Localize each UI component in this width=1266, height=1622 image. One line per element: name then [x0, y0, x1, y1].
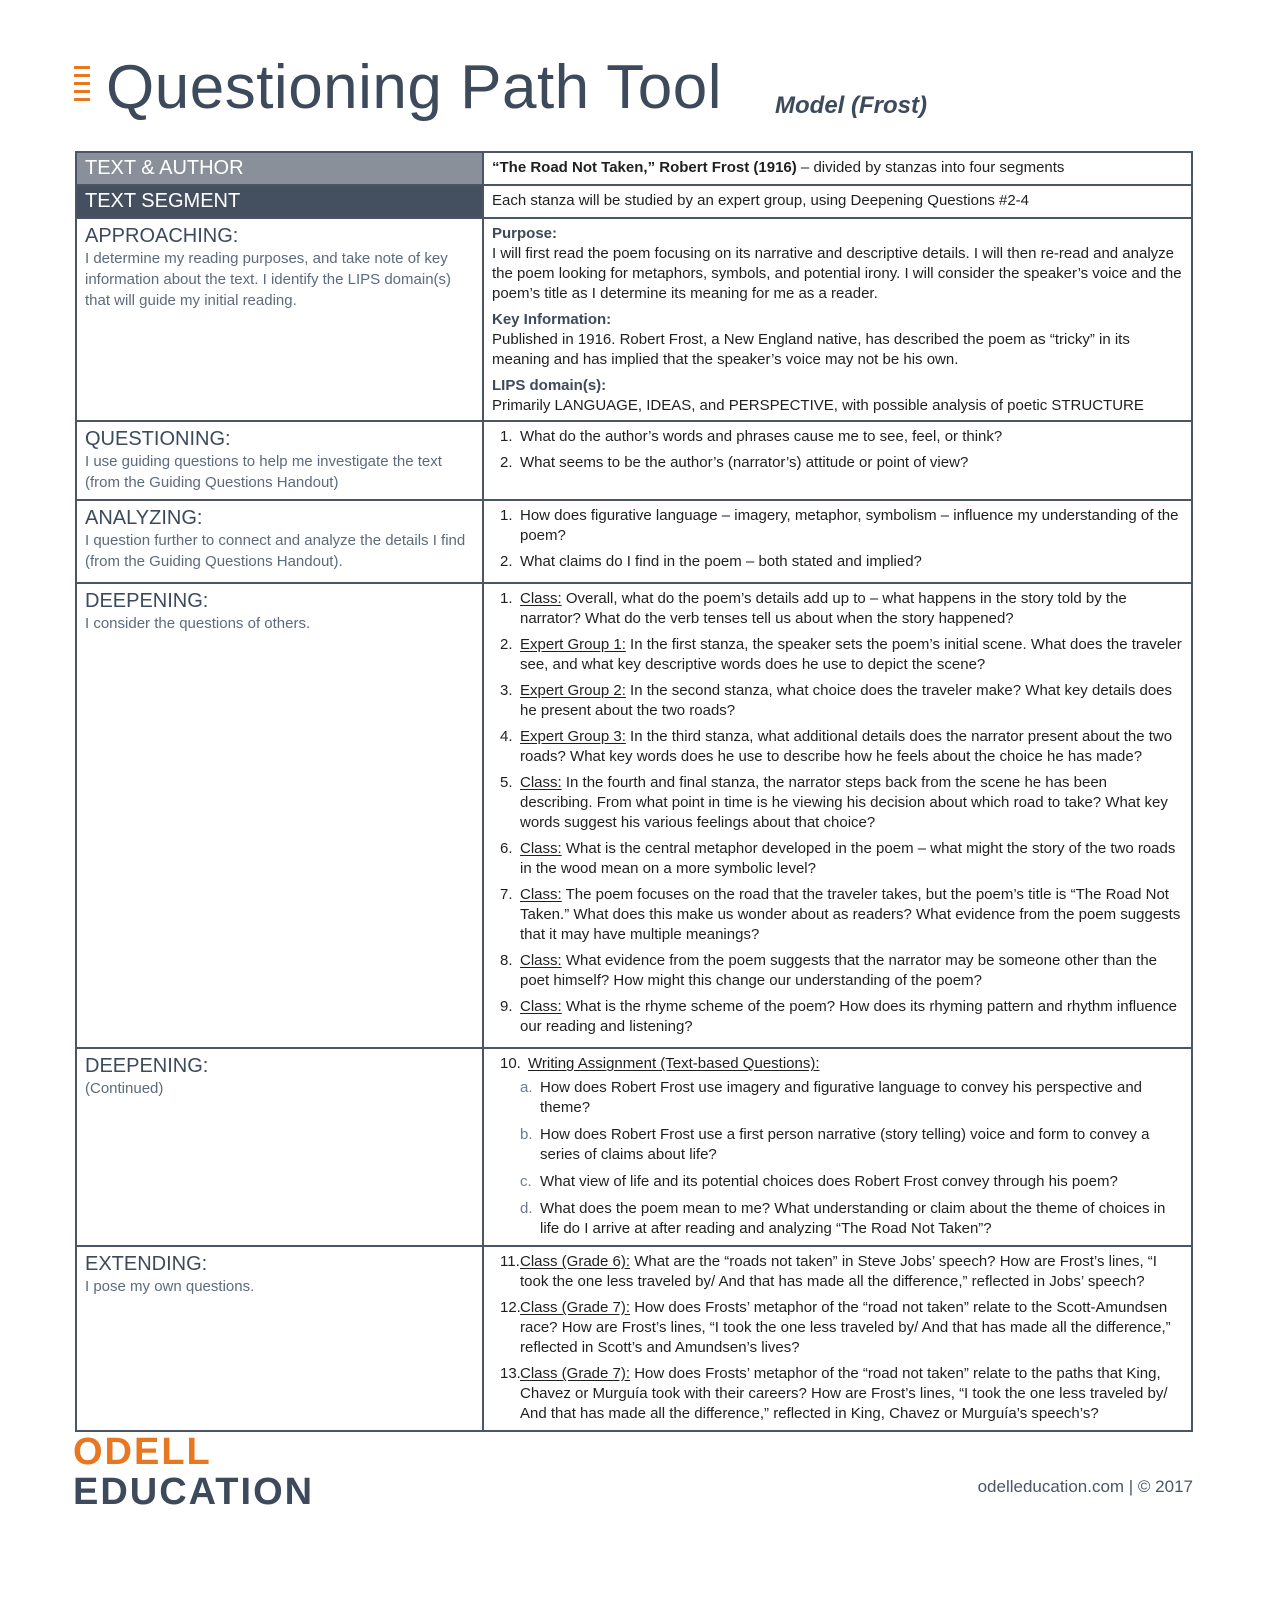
list-item: 3. Expert Group 2: In the second stanza, what choice does the traveler make? What key details does he present about the two roads? [500, 682, 1173, 719]
questioning-desc: I use guiding questions to help me investigate the text (from the Guiding Questions Handout) [85, 453, 442, 491]
text-segment-value: Each stanza will be studied by an expert group, using Deepening Questions #2-4 [483, 185, 1192, 218]
list-item: 1. Class: Overall, what do the poem’s details add up to – what happens in the story told by the narrator? What do the verb tenses tell us about when the story happened? [500, 590, 1127, 627]
questioning-list [492, 427, 1183, 473]
questioning-path-table [75, 151, 1193, 1432]
extending-desc: I pose my own questions. [85, 1278, 255, 1295]
logo-line-2: EDUCATION [73, 1471, 315, 1513]
logo-line-1: ODELL [73, 1431, 212, 1473]
row-deepening [76, 583, 1192, 1048]
approaching-desc: I determine my reading purposes, and take note of key information about the text. I identify the LIPS domain(s) that will guide my initial reading. [85, 250, 452, 309]
writing-assignment-list [492, 1054, 1183, 1074]
list-item: 2. Expert Group 1: In the first stanza, the speaker sets the poem’s initial scene. What does the traveler see, and what key descriptive words does he use to depict the scene? [500, 636, 1182, 673]
list-item: 9. Class: What is the rhyme scheme of the poem? How does its rhyming pattern and rhythm influence our reading and listening? [500, 998, 1177, 1035]
writing-subquestions-list [492, 1078, 1183, 1239]
row-text-segment [76, 185, 1192, 218]
lips-label: LIPS domain(s): [492, 377, 607, 394]
row-approaching [76, 218, 1192, 421]
key-info-label: Key Information: [492, 311, 612, 328]
odell-education-logo[interactable] [73, 1432, 314, 1512]
list-item: 2. What seems to be the author’s (narrator’s) attitude or point of view? [500, 454, 969, 471]
list-item: 13. Class (Grade 7): How does Frosts’ metaphor of the “road not taken” relate to the paths that King, Chavez or Murguía took with their careers? How are Frost’s lines, “I took the one less traveled by/ And that has made all the difference,” reflected in King, Chavez or Murguía’s speech’s? [500, 1365, 1168, 1422]
list-item: 8. Class: What evidence from the poem suggests that the narrator may be someone other than the poet himself? How might this change our understanding of the poem? [500, 952, 1158, 989]
deepening-cont-stage: DEEPENING: [85, 1055, 209, 1077]
analyzing-list [492, 506, 1183, 572]
list-item: a. How does Robert Frost use imagery and figurative language to convey his perspective and theme? [520, 1079, 1142, 1116]
row-deepening-continued [76, 1048, 1192, 1246]
deepening-stage: DEEPENING: [85, 590, 209, 612]
extending-list [492, 1252, 1183, 1424]
page-title: Questioning Path Tool [106, 53, 722, 122]
list-item: 11. Class (Grade 6): What are the “roads not taken” in Steve Jobs’ speech? How are Frost’s lines, “I took the one less traveled by/ And that has made all the difference,” reflected in Jobs’ speech? [500, 1253, 1157, 1290]
key-info-text: Published in 1916. Robert Frost, a New England native, has described the poem as “tricky” in its meaning and has implied that the speaker’s voice may not be his own. [492, 331, 1130, 368]
deepening-list [492, 589, 1183, 1037]
list-item: c. What view of life and its potential choices does Robert Frost convey through his poem? [520, 1173, 1118, 1190]
deepening-desc: I consider the questions of others. [85, 615, 311, 632]
analyzing-desc: I question further to connect and analyze the details I find (from the Guiding Questions Handout). [85, 532, 466, 570]
list-item: 7. Class: The poem focuses on the road that the traveler takes, but the poem’s title is “The Road Not Taken.” What does this make us wonder about as readers? What evidence from the poem suggests that it may have multiple meanings? [500, 886, 1181, 943]
approaching-stage: APPROACHING: [85, 225, 239, 247]
purpose-text: I will first read the poem focusing on its narrative and descriptive details. I will then re-read and analyze the poem looking for metaphors, symbols, and potential irony. I will consider the speaker’s voice and the poem’s title as I determine its meaning for me as a reader. [492, 245, 1182, 302]
list-item: 12. Class (Grade 7): How does Frosts’ metaphor of the “road not taken” relate to the Scott-Amundsen race? How are Frost’s lines, “I took the one less traveled by/ And that has made all the difference,” reflected in Scott’s and Amundsen’s lives? [500, 1299, 1171, 1356]
list-item: d. What does the poem mean to me? What understanding or claim about the theme of choices in life do I arrive at after reading and analyzing “The Road Not Taken”? [520, 1200, 1166, 1237]
purpose-label: Purpose: [492, 225, 558, 242]
row-questioning [76, 421, 1192, 500]
list-item: 1. What do the author’s words and phrases cause me to see, feel, or think? [500, 428, 1003, 445]
list-item: 6. Class: What is the central metaphor developed in the poem – what might the story of the two roads in the wood mean on a more symbolic level? [500, 840, 1176, 877]
text-segment-label: TEXT SEGMENT [76, 185, 483, 218]
row-text-author [76, 152, 1192, 185]
text-author-title: “The Road Not Taken,” Robert Frost (1916) [492, 159, 797, 176]
list-item: 1. How does figurative language – imagery, metaphor, symbolism – influence my understanding of the poem? [500, 507, 1179, 544]
list-item: 5. Class: In the fourth and final stanza, the narrator steps back from the scene he has been describing. From what point in time is he viewing his decision about which road to take? What key words suggest his various feelings about that choice? [500, 774, 1168, 831]
list-item: 10. Writing Assignment (Text-based Questions): [500, 1055, 820, 1072]
extending-stage: EXTENDING: [85, 1253, 208, 1275]
text-author-note: – divided by stanzas into four segments [796, 159, 1065, 176]
row-extending [76, 1246, 1192, 1431]
list-item: 2. What claims do I find in the poem – both stated and implied? [500, 553, 922, 570]
analyzing-stage: ANALYZING: [85, 507, 203, 529]
title-accent-bars-icon [74, 66, 90, 106]
list-item: 4. Expert Group 3: In the third stanza, what additional details does the narrator present about the two roads? What key words does he use to describe how he feels about the choice he has made? [500, 728, 1173, 765]
text-author-value [483, 152, 1192, 185]
footer-website-copyright[interactable]: odelleducation.com | © 2017 [977, 1477, 1193, 1496]
questioning-stage: QUESTIONING: [85, 428, 231, 450]
page-subtitle: Model (Frost) [775, 92, 927, 119]
row-analyzing [76, 500, 1192, 583]
list-item: b. How does Robert Frost use a first person narrative (story telling) voice and form to convey a series of claims about life? [520, 1126, 1150, 1163]
deepening-cont-desc: (Continued) [85, 1080, 164, 1097]
text-author-label: TEXT & AUTHOR [76, 152, 483, 185]
lips-text: Primarily LANGUAGE, IDEAS, and PERSPECTIVE, with possible analysis of poetic STRUCTURE [492, 397, 1144, 414]
